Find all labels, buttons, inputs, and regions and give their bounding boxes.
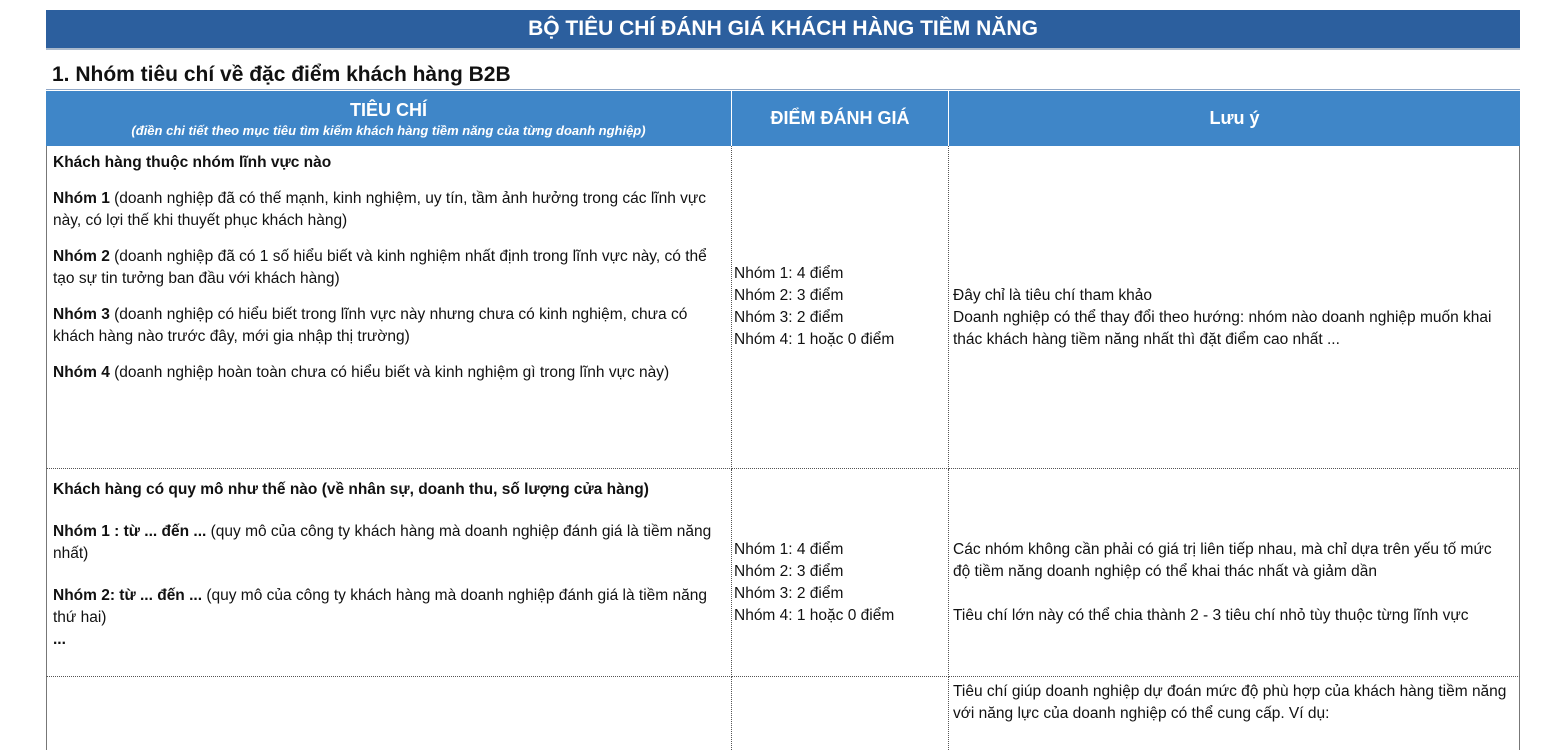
score-line: Nhóm 4: 1 hoặc 0 điểm [734, 606, 895, 624]
score-line: Nhóm 1: 4 điểm [734, 265, 844, 282]
group-text: (quy mô của công ty khách hàng mà doanh nghiệp đánh giá là tiềm năng thứ hai) [53, 587, 707, 626]
criteria-cell[interactable] [46, 677, 732, 750]
score-line: Nhóm 4: 1 hoặc 0 điểm [734, 331, 895, 348]
header-score-label: ĐIỂM ĐÁNH GIÁ [770, 108, 910, 128]
group-item [53, 188, 725, 232]
note-line: Doanh nghiệp có thể thay đổi theo hướng: nhóm nào doanh nghiệp muốn khai thác khách hàng tiềm năng nhất thì đặt điểm cao nhất ... [953, 309, 1492, 348]
note-line: Tiêu chí lớn này có thể chia thành 2 - 3 tiêu chí nhỏ tùy thuộc từng lĩnh vực [953, 606, 1469, 624]
score-line: Nhóm 2: 3 điểm [734, 287, 844, 304]
score-line: Nhóm 1: 4 điểm [734, 540, 844, 558]
note-cell[interactable] [949, 677, 1520, 750]
score-line: Nhóm 3: 2 điểm [734, 309, 844, 326]
criteria-title: Khách hàng có quy mô như thế nào (về nhân sự, doanh thu, số lượng cửa hàng) [53, 481, 649, 498]
sheet-title: BỘ TIÊU CHÍ ĐÁNH GIÁ KHÁCH HÀNG TIỀM NĂNG [46, 10, 1520, 50]
group-text: (doanh nghiệp đã có 1 số hiểu biết và kinh nghiệm nhất định trong lĩnh vực này, có thể tạo sự tin tưởng ban đầu với khách hàng) [53, 248, 707, 287]
header-criteria-label: TIÊU CHÍ [349, 99, 427, 120]
group-label: Nhóm 3 [53, 306, 110, 323]
group-label: Nhóm 1 [53, 190, 110, 207]
score-line: Nhóm 2: 3 điểm [734, 562, 844, 580]
group-item [53, 362, 725, 384]
header-criteria [46, 91, 732, 146]
criteria-cell[interactable] [46, 146, 732, 469]
group-text: (doanh nghiệp đã có thế mạnh, kinh nghiệm, uy tín, tầm ảnh hưởng trong các lĩnh vực này, có lợi thế khi thuyết phục khách hàng) [53, 190, 707, 229]
group-label: Nhóm 2 [53, 248, 110, 265]
header-note [949, 91, 1520, 146]
score-line: Nhóm 3: 2 điểm [734, 584, 844, 602]
group-label: Nhóm 4 [53, 364, 110, 381]
group-text: (doanh nghiệp có hiểu biết trong lĩnh vực này nhưng chưa có kinh nghiệm, chưa có khách hàng nào trước đây, mới gia nhập thị trường) [53, 306, 688, 345]
section-title: 1. Nhóm tiêu chí về đặc điểm khách hàng B2B [46, 60, 1520, 90]
note-cell[interactable] [949, 146, 1520, 469]
header-note-label: Lưu ý [1209, 108, 1260, 128]
score-cell[interactable] [732, 469, 949, 677]
ellipsis: ... [53, 631, 66, 648]
group-text: (quy mô của công ty khách hàng mà doanh nghiệp đánh giá là tiềm năng nhất) [53, 523, 712, 562]
group-item [53, 585, 725, 629]
group-item [53, 304, 725, 348]
score-cell[interactable] [732, 146, 949, 469]
group-label: Nhóm 1 : từ ... đến ... [53, 523, 207, 540]
note-line: Đây chỉ là tiêu chí tham khảo [953, 287, 1153, 304]
group-item [53, 521, 725, 565]
group-label: Nhóm 2: từ ... đến ... [53, 587, 203, 604]
header-criteria-sub: (điền chi tiết theo mục tiêu tìm kiếm khách hàng tiềm năng của từng doanh nghiệp) [131, 122, 646, 138]
criteria-cell[interactable] [46, 469, 732, 677]
note-line: Các nhóm không cần phải có giá trị liên tiếp nhau, mà chỉ dựa trên yếu tố mức độ tiềm năng doanh nghiệp có thể khai thác nhất và giảm dần [953, 540, 1492, 580]
note-cell[interactable] [949, 469, 1520, 677]
header-score [732, 91, 949, 146]
criteria-title: Khách hàng thuộc nhóm lĩnh vực nào [53, 154, 332, 171]
group-item [53, 246, 725, 290]
note-line: Tiêu chí giúp doanh nghiệp dự đoán mức độ phù hợp của khách hàng tiềm năng với năng lực của doanh nghiệp có thể cung cấp. Ví dụ: [953, 683, 1507, 722]
score-cell[interactable] [732, 677, 949, 750]
group-text: (doanh nghiệp hoàn toàn chưa có hiểu biết và kinh nghiệm gì trong lĩnh vực này) [109, 364, 670, 381]
